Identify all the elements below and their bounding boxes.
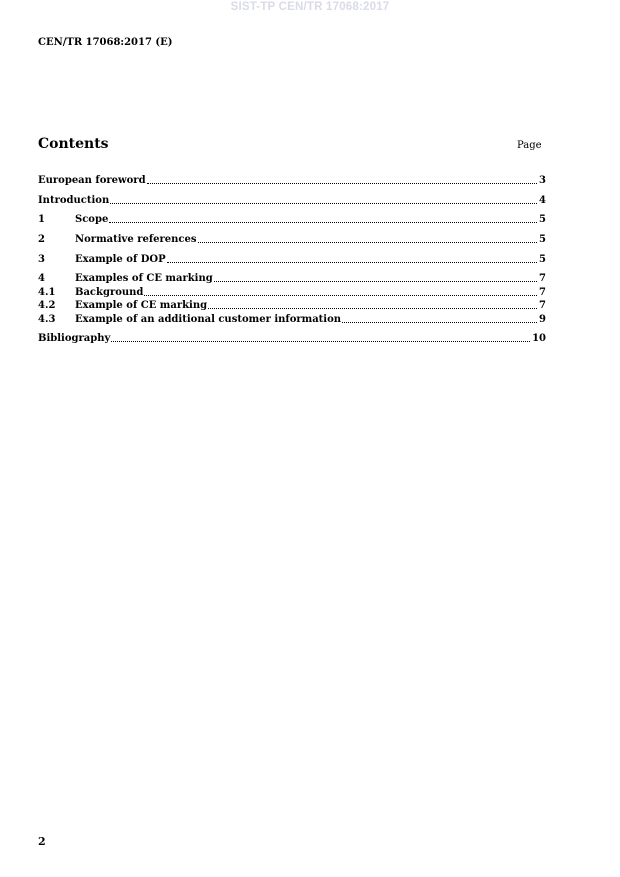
toc-leader-dots [109, 221, 537, 223]
toc-entry-page: 9 [539, 314, 546, 325]
document-id-header: CEN/TR 17068:2017 (E) [38, 37, 173, 48]
toc-entry-title: Introduction [38, 195, 110, 206]
toc-entry-title: Scope [75, 214, 109, 225]
page-number: 2 [38, 835, 46, 848]
toc-entry-page: 7 [539, 300, 546, 311]
toc-entry-scope[interactable] [38, 214, 546, 226]
toc-entry-example-of-dop[interactable] [38, 254, 546, 266]
toc-entry-normative-references[interactable] [38, 234, 546, 246]
toc-entry-examples-of-ce-marking[interactable] [38, 273, 546, 285]
toc-entry-number: 3 [38, 254, 45, 265]
toc-leader-dots [342, 321, 537, 323]
toc-entry-additional-customer-information[interactable] [38, 314, 546, 326]
toc-leader-dots [208, 307, 537, 309]
toc-entry-title: Bibliography [38, 333, 111, 344]
page-column-label: Page [517, 140, 542, 151]
toc-entry-number: 4.1 [38, 287, 56, 298]
toc-entry-page: 10 [532, 333, 546, 344]
toc-entry-european-foreword[interactable] [38, 175, 546, 187]
toc-entry-title: Normative references [75, 234, 197, 245]
toc-entry-page: 5 [539, 254, 546, 265]
toc-entry-number: 1 [38, 214, 45, 225]
contents-heading: Contents [38, 136, 109, 152]
toc-entry-title: European foreword [38, 175, 146, 186]
toc-entry-page: 7 [539, 287, 546, 298]
toc-entry-title: Example of DOP [75, 254, 166, 265]
toc-entry-page: 5 [539, 214, 546, 225]
toc-leader-dots [147, 182, 537, 184]
toc-entry-number: 4 [38, 273, 45, 284]
toc-entry-title: Example of CE marking [75, 300, 208, 311]
toc-entry-page: 4 [539, 195, 546, 206]
watermark-text: SIST-TP CEN/TR 17068:2017 [230, 1, 390, 13]
toc-entry-title: Example of an additional customer information [75, 314, 342, 325]
toc-entry-title: Examples of CE marking [75, 273, 213, 284]
toc-leader-dots [214, 280, 537, 282]
toc-entry-page: 7 [539, 273, 546, 284]
toc-entry-number: 4.3 [38, 314, 56, 325]
toc-leader-dots [167, 261, 537, 263]
toc-entry-background[interactable] [38, 287, 546, 299]
toc-entry-number: 2 [38, 234, 45, 245]
toc-entry-page: 3 [539, 175, 546, 186]
toc-leader-dots [111, 340, 530, 342]
toc-entry-example-of-ce-marking[interactable] [38, 300, 546, 312]
toc-leader-dots [198, 241, 538, 243]
toc-entry-number: 4.2 [38, 300, 56, 311]
toc-entry-introduction[interactable] [38, 195, 546, 207]
toc-entry-title: Background [75, 287, 144, 298]
toc-leader-dots [144, 294, 537, 296]
toc-entry-page: 5 [539, 234, 546, 245]
toc-leader-dots [110, 202, 537, 204]
toc-entry-bibliography[interactable] [38, 333, 546, 345]
